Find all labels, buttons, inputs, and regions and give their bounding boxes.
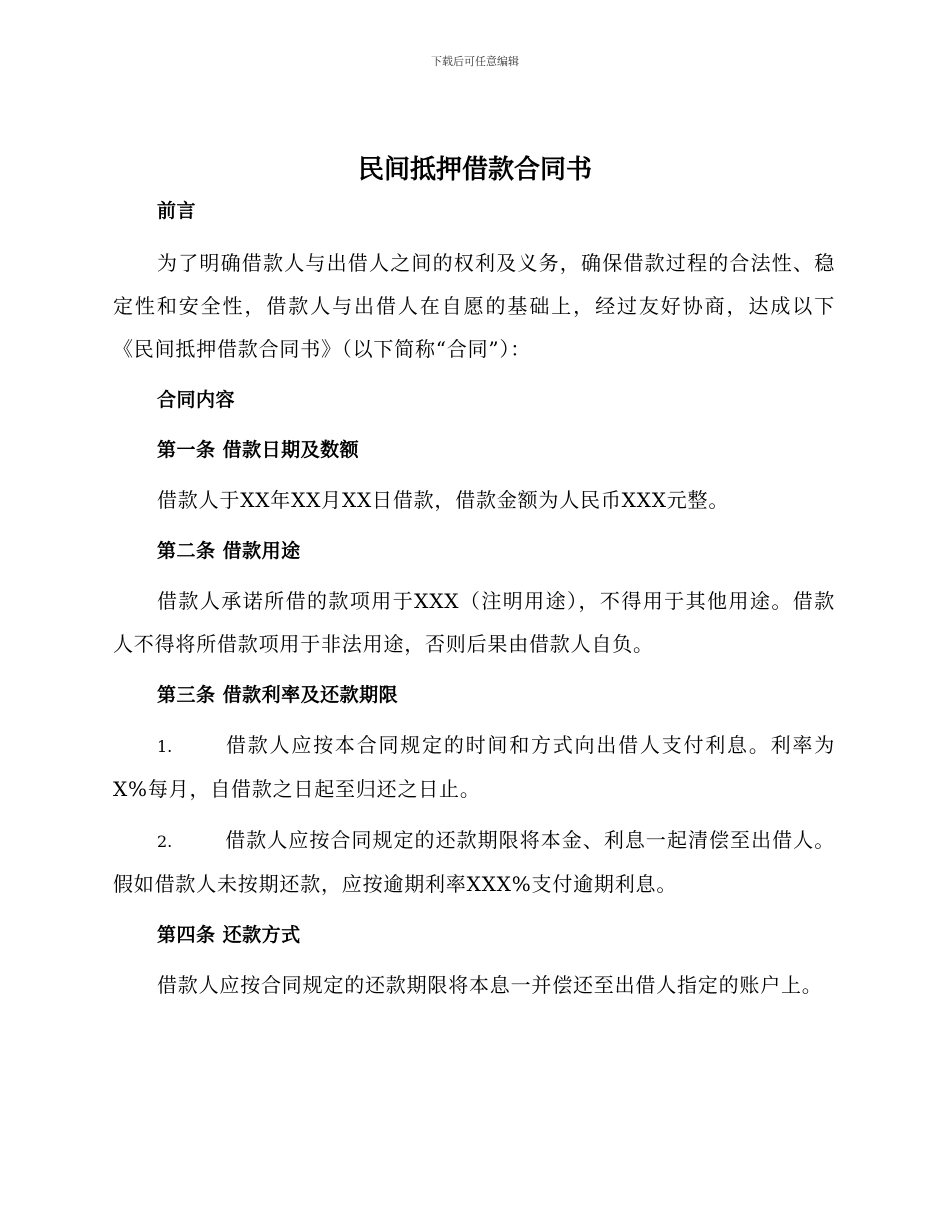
article-2-paragraph: 借款人承诺所借的款项用于XXX（注明用途），不得用于其他用途。借款人不得将所借款项用于非法用途，否则后果由借款人自负。 (113, 589, 835, 656)
article-3-heading: 第三条 借款利率及还款期限 (157, 684, 399, 706)
article-4-heading: 第四条 还款方式 (157, 924, 301, 946)
preface-paragraph: 为了明确借款人与出借人之间的权利及义务，确保借款过程的合法性、稳定性和安全性，借款人与出借人在自愿的基础上，经过友好协商，达成以下《民间抵押借款合同书》（以下简称“合同”）： (113, 251, 835, 361)
article-1-heading: 第一条 借款日期及数额 (157, 439, 360, 461)
article-3-item-2 (113, 819, 835, 906)
section-heading-preface: 前言 (157, 200, 197, 222)
article-1-paragraph: 借款人于XX年XX月XX日借款，借款金额为人民币XXX元整。 (157, 488, 730, 512)
item-text: 借款人应按合同规定的还款期限将本金、利息一起清偿至出借人。假如借款人未按期还款，应按逾期利率XXX%支付逾期利息。 (113, 828, 835, 896)
article-2-heading: 第二条 借款用途 (157, 540, 301, 562)
item-text: 借款人应按本合同规定的时间和方式向出借人支付利息。利率为X%每月，自借款之日起至归还之日止。 (113, 733, 835, 801)
document-title: 民间抵押借款合同书 (357, 155, 592, 185)
document-body (113, 190, 835, 1007)
article-4-paragraph: 借款人应按合同规定的还款期限将本息一并偿还至出借人指定的账户上。 (157, 973, 823, 997)
item-number: 1. (157, 737, 173, 756)
article-3-item-1 (113, 724, 835, 811)
item-number: 2. (157, 832, 173, 851)
header-note: 下载后可任意编辑 (431, 55, 519, 68)
section-heading-contract-content: 合同内容 (157, 389, 236, 411)
